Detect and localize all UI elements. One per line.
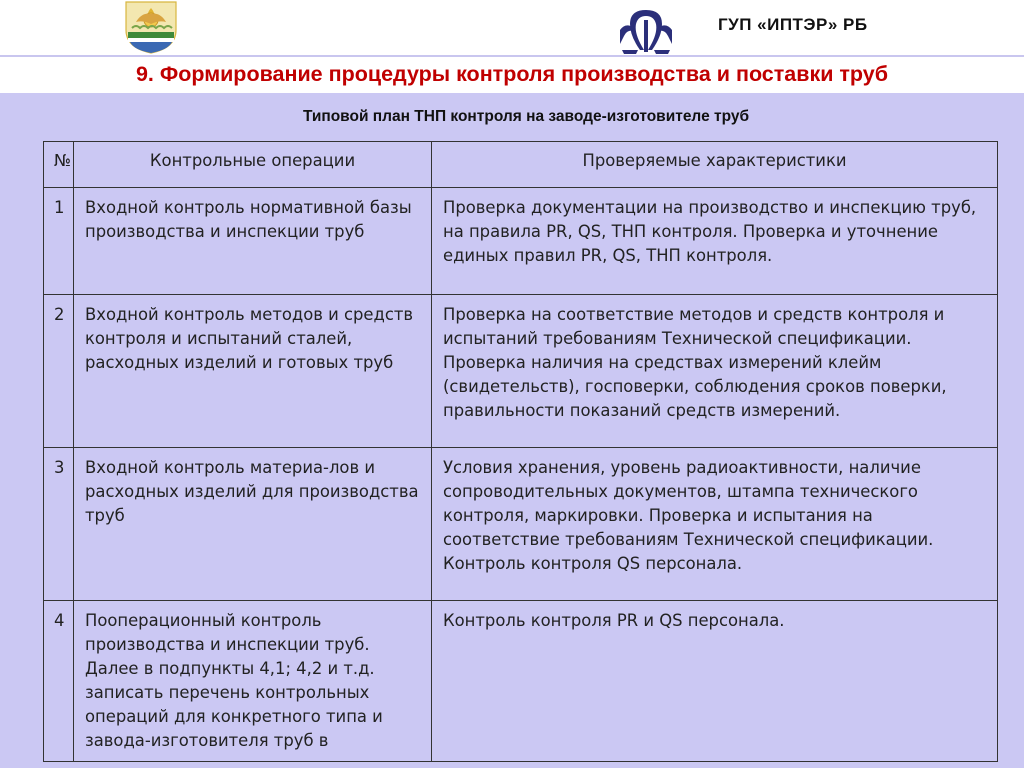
table-row bbox=[44, 295, 998, 448]
header-operations: Контрольные операции bbox=[74, 142, 432, 188]
bashkortostan-emblem-icon bbox=[122, 0, 180, 54]
row-number: 2 bbox=[44, 295, 74, 448]
row-characteristics: Контроль контроля PR и QS персонала. bbox=[432, 601, 998, 762]
organization-name: ГУП «ИПТЭР» РБ bbox=[718, 15, 868, 34]
inspection-plan-table bbox=[43, 141, 998, 762]
header-characteristics: Проверяемые характеристики bbox=[432, 142, 998, 188]
row-operation: Входной контроль нормативной базы производства и инспекции труб bbox=[74, 188, 432, 295]
table-row bbox=[44, 448, 998, 601]
table-caption: Типовой план ТНП контроля на заводе-изготовителе труб bbox=[302, 108, 750, 125]
row-operation: Входной контроль материа-лов и расходных изделий для производства труб bbox=[74, 448, 432, 601]
table-row bbox=[44, 601, 998, 762]
table-header-row bbox=[44, 142, 998, 188]
header-number: № bbox=[44, 142, 74, 188]
row-number: 4 bbox=[44, 601, 74, 762]
row-number: 1 bbox=[44, 188, 74, 295]
row-characteristics: Проверка документации на производство и инспекцию труб, на правила PR, QS, ТНП контроля. Проверка и уточнение единых правил PR, QS, ТНП контроля. bbox=[432, 188, 998, 295]
header-bar bbox=[0, 0, 1024, 55]
title-bar bbox=[0, 55, 1024, 93]
table-row bbox=[44, 188, 998, 295]
row-operation: Пооперационный контроль производства и инспекции труб. Далее в подпункты 4,1; 4,2 и т.д. записать перечень контрольных операций для конкретного типа и завода-изготовителя труб в bbox=[74, 601, 432, 762]
row-operation: Входной контроль методов и средств контроля и испытаний сталей, расходных изделий и готовых труб bbox=[74, 295, 432, 448]
row-number: 3 bbox=[44, 448, 74, 601]
page-title: 9. Формирование процедуры контроля производства и поставки труб bbox=[135, 62, 889, 86]
row-characteristics: Условия хранения, уровень радиоактивности, наличие сопроводительных документов, штампа технического контроля, маркировки. Проверка и испытания на соответствие требованиям Технической спецификации. Контроль контроля QS персонала. bbox=[432, 448, 998, 601]
row-characteristics: Проверка на соответствие методов и средств контроля и испытаний требованиям Технической спецификации. Проверка наличия на средствах измерений клейм (свидетельств), госповерки, соблюдения сроков поверки, правильности показаний средств измерений. bbox=[432, 295, 998, 448]
iptr-logo-icon bbox=[614, 6, 678, 56]
